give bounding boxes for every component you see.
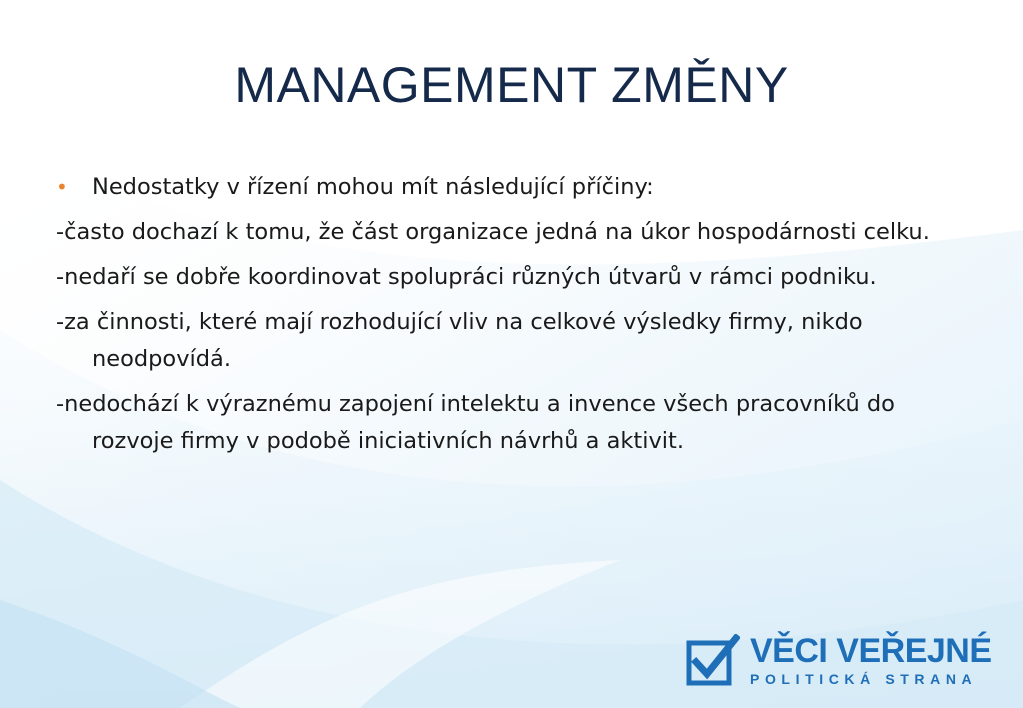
- paragraph-2: -nedaří se dobře koordinovat spolupráci různých útvarů v rámci podniku.: [56, 264, 877, 290]
- paragraph-3: -za činnosti, které mají rozhodující vliv na celkové výsledky firmy, nikdo neodpovídá.: [56, 309, 863, 372]
- bullet-dot-icon: •: [56, 175, 68, 199]
- logo-sub-text: POLITICKÁ STRANA: [750, 671, 978, 687]
- party-logo: [686, 630, 1002, 692]
- slide-title: MANAGEMENT ZMĚNY: [234, 57, 789, 113]
- paragraph-4: -nedochází k výraznému zapojení intelektu a invence všech pracovníků do rozvoje firmy v podobě iniciativních návrhů a aktivit.: [56, 391, 895, 454]
- paragraph-1: -často dochazí k tomu, že část organizace jedná na úkor hospodárnosti celku.: [56, 219, 930, 245]
- bullet-item: [56, 169, 966, 206]
- checkbox-check-icon: [686, 634, 740, 688]
- logo-main-text: VĚCI VEŘEJNÉ: [750, 632, 992, 670]
- slide-body: [56, 169, 966, 468]
- bullet-text: Nedostatky v řízení mohou mít následující příčiny:: [92, 174, 654, 200]
